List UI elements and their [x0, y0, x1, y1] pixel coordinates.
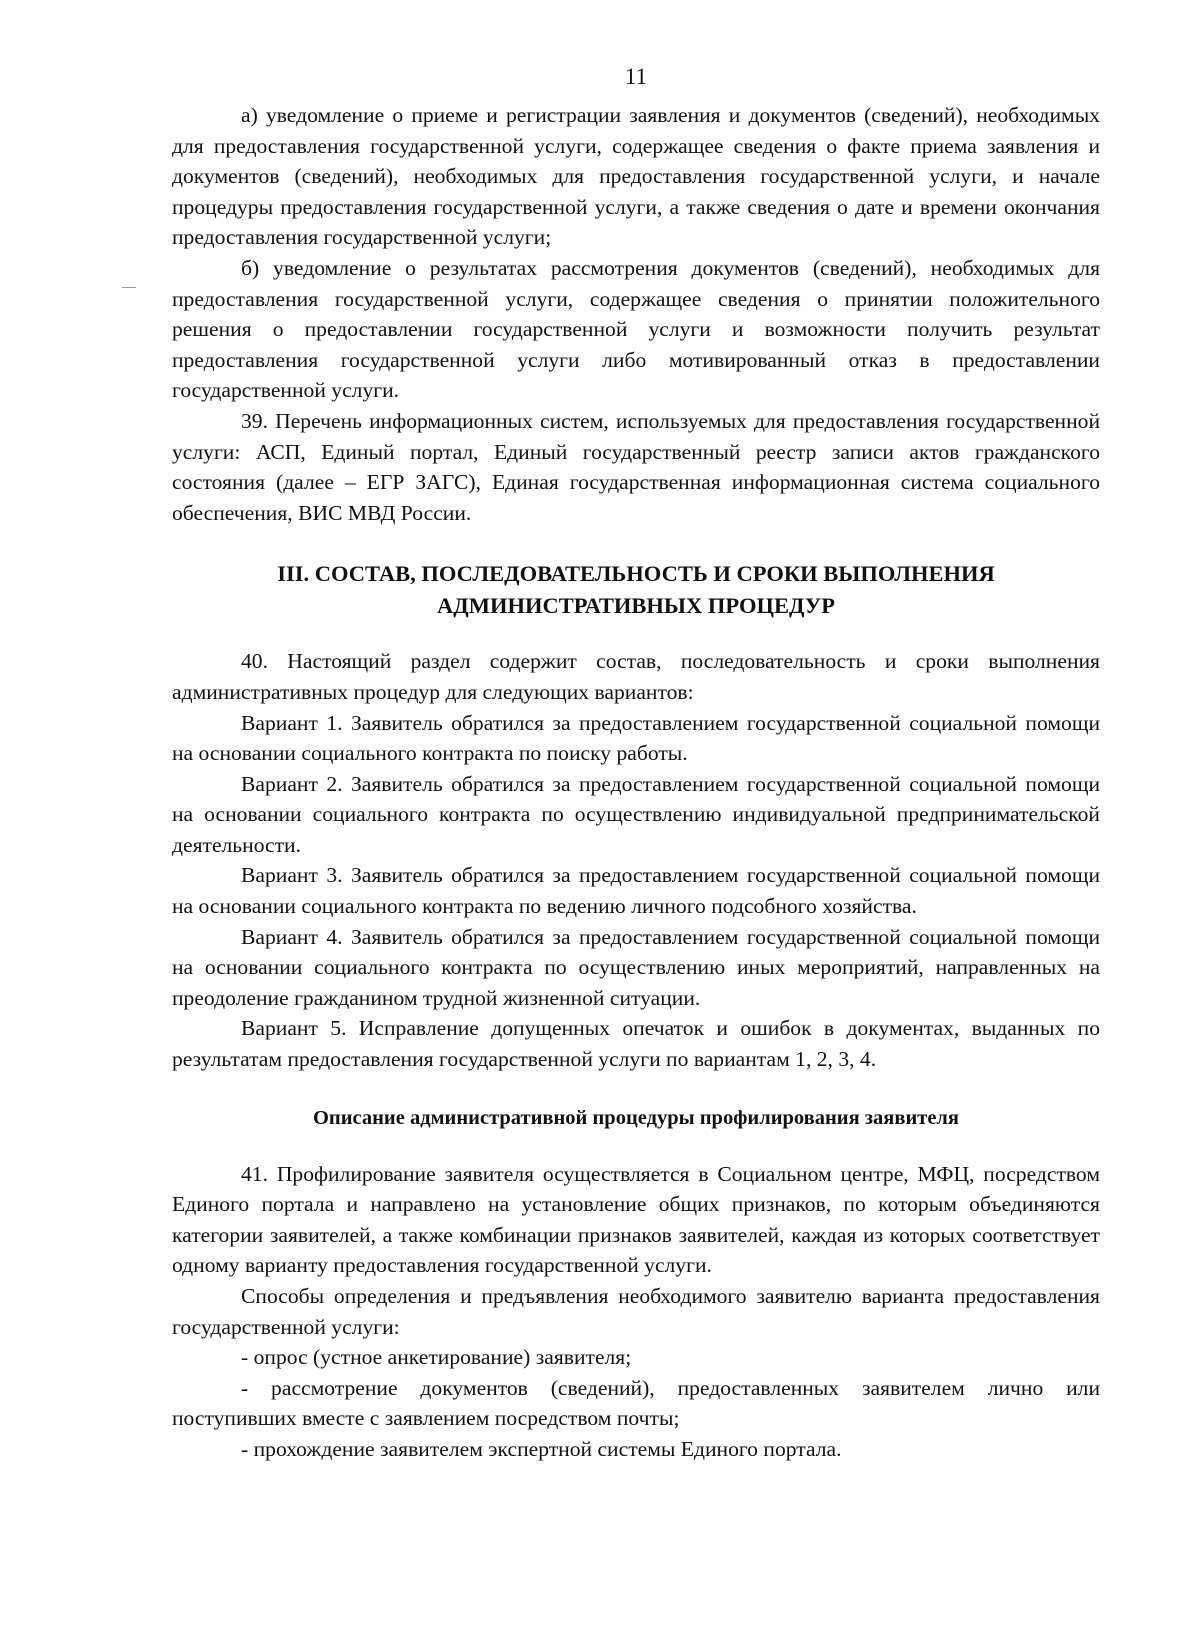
list-item-documents-review: - рассмотрение документов (сведений), предоставленных заявителем лично или поступивших вместе с заявлением посредством почты;	[172, 1375, 1100, 1431]
page-number: 11	[624, 64, 648, 89]
paragraph-39: 39. Перечень информационных систем, используемых для предоставления государственной услуги: АСП, Единый портал, Единый государственный реестр записи актов гражданского состояния (далее – ЕГР ЗАГС), Единая государственная информационная система социального обеспечения, ВИС МВД России.	[172, 408, 1100, 525]
list-item-survey: - опрос (устное анкетирование) заявителя;	[241, 1345, 632, 1370]
margin-mark	[122, 287, 136, 288]
document-page	[172, 62, 1100, 1622]
paragraph-variant-4: Вариант 4. Заявитель обратился за предоставлением государственной социальной помощи на основании социального контракта по осуществлению иных мероприятий, направленных на преодоление гражданином трудной жизненной ситуации.	[172, 924, 1100, 1010]
paragraph-notification-b: б) уведомление о результатах рассмотрения документов (сведений), необходимых для предоставления государственной услуги, содержащее сведения о принятии положительного решения о предоставлении государственной услуги и возможности получить результат предоставления государственной услуги либо мотивированный отказ в предоставлении государственной услуги.	[172, 255, 1100, 403]
paragraph-methods: Способы определения и предъявления необходимого заявителю варианта предоставления государственной услуги:	[172, 1284, 1100, 1339]
paragraph-variant-1: Вариант 1. Заявитель обратился за предоставлением государственной социальной помощи на основании социального контракта по поиску работы.	[172, 710, 1100, 766]
paragraph-variant-3: Вариант 3. Заявитель обратился за предоставлением государственной социальной помощи на основании социального контракта по ведению личного подсобного хозяйства.	[172, 863, 1100, 919]
section-heading	[172, 558, 1100, 622]
section-heading-line-2: АДМИНИСТРАТИВНЫХ ПРОЦЕДУР	[437, 593, 835, 619]
paragraph-notification-a: а) уведомление о приеме и регистрации заявления и документов (сведений), необходимых для предоставления государственной услуги, содержащее сведения о факте приема заявления и документов (сведений), необходимых для предоставления государственной услуги, и начале процедуры предоставления государственной услуги, а также сведения о дате и времени окончания предоставления государственной услуги;	[172, 103, 1100, 250]
section-heading-line-1: III. СОСТАВ, ПОСЛЕДОВАТЕЛЬНОСТЬ И СРОКИ ВЫПОЛНЕНИЯ	[277, 561, 995, 587]
sub-heading: Описание административной процедуры профилирования заявителя	[312, 1106, 960, 1129]
paragraph-41: 41. Профилирование заявителя осуществляется в Социальном центре, МФЦ, посредством Единого портала и направлено на установление общих признаков, по которым объединяются категории заявителей, а также комбинации признаков заявителей, каждая из которых соответствует одному варианту предоставления государственной услуги.	[172, 1161, 1100, 1278]
list-item-expert-system: - прохождение заявителем экспертной системы Единого портала.	[241, 1436, 842, 1461]
paragraph-40: 40. Настоящий раздел содержит состав, последовательность и сроки выполнения административных процедур для следующих вариантов:	[172, 649, 1100, 704]
paragraph-variant-2: Вариант 2. Заявитель обратился за предоставлением государственной социальной помощи на основании социального контракта по осуществлению индивидуальной предпринимательской деятельности.	[172, 771, 1100, 857]
paragraph-variant-5: Вариант 5. Исправление допущенных опечаток и ошибок в документах, выданных по результатам предоставления государственной услуги по вариантам 1, 2, 3, 4.	[172, 1016, 1100, 1072]
